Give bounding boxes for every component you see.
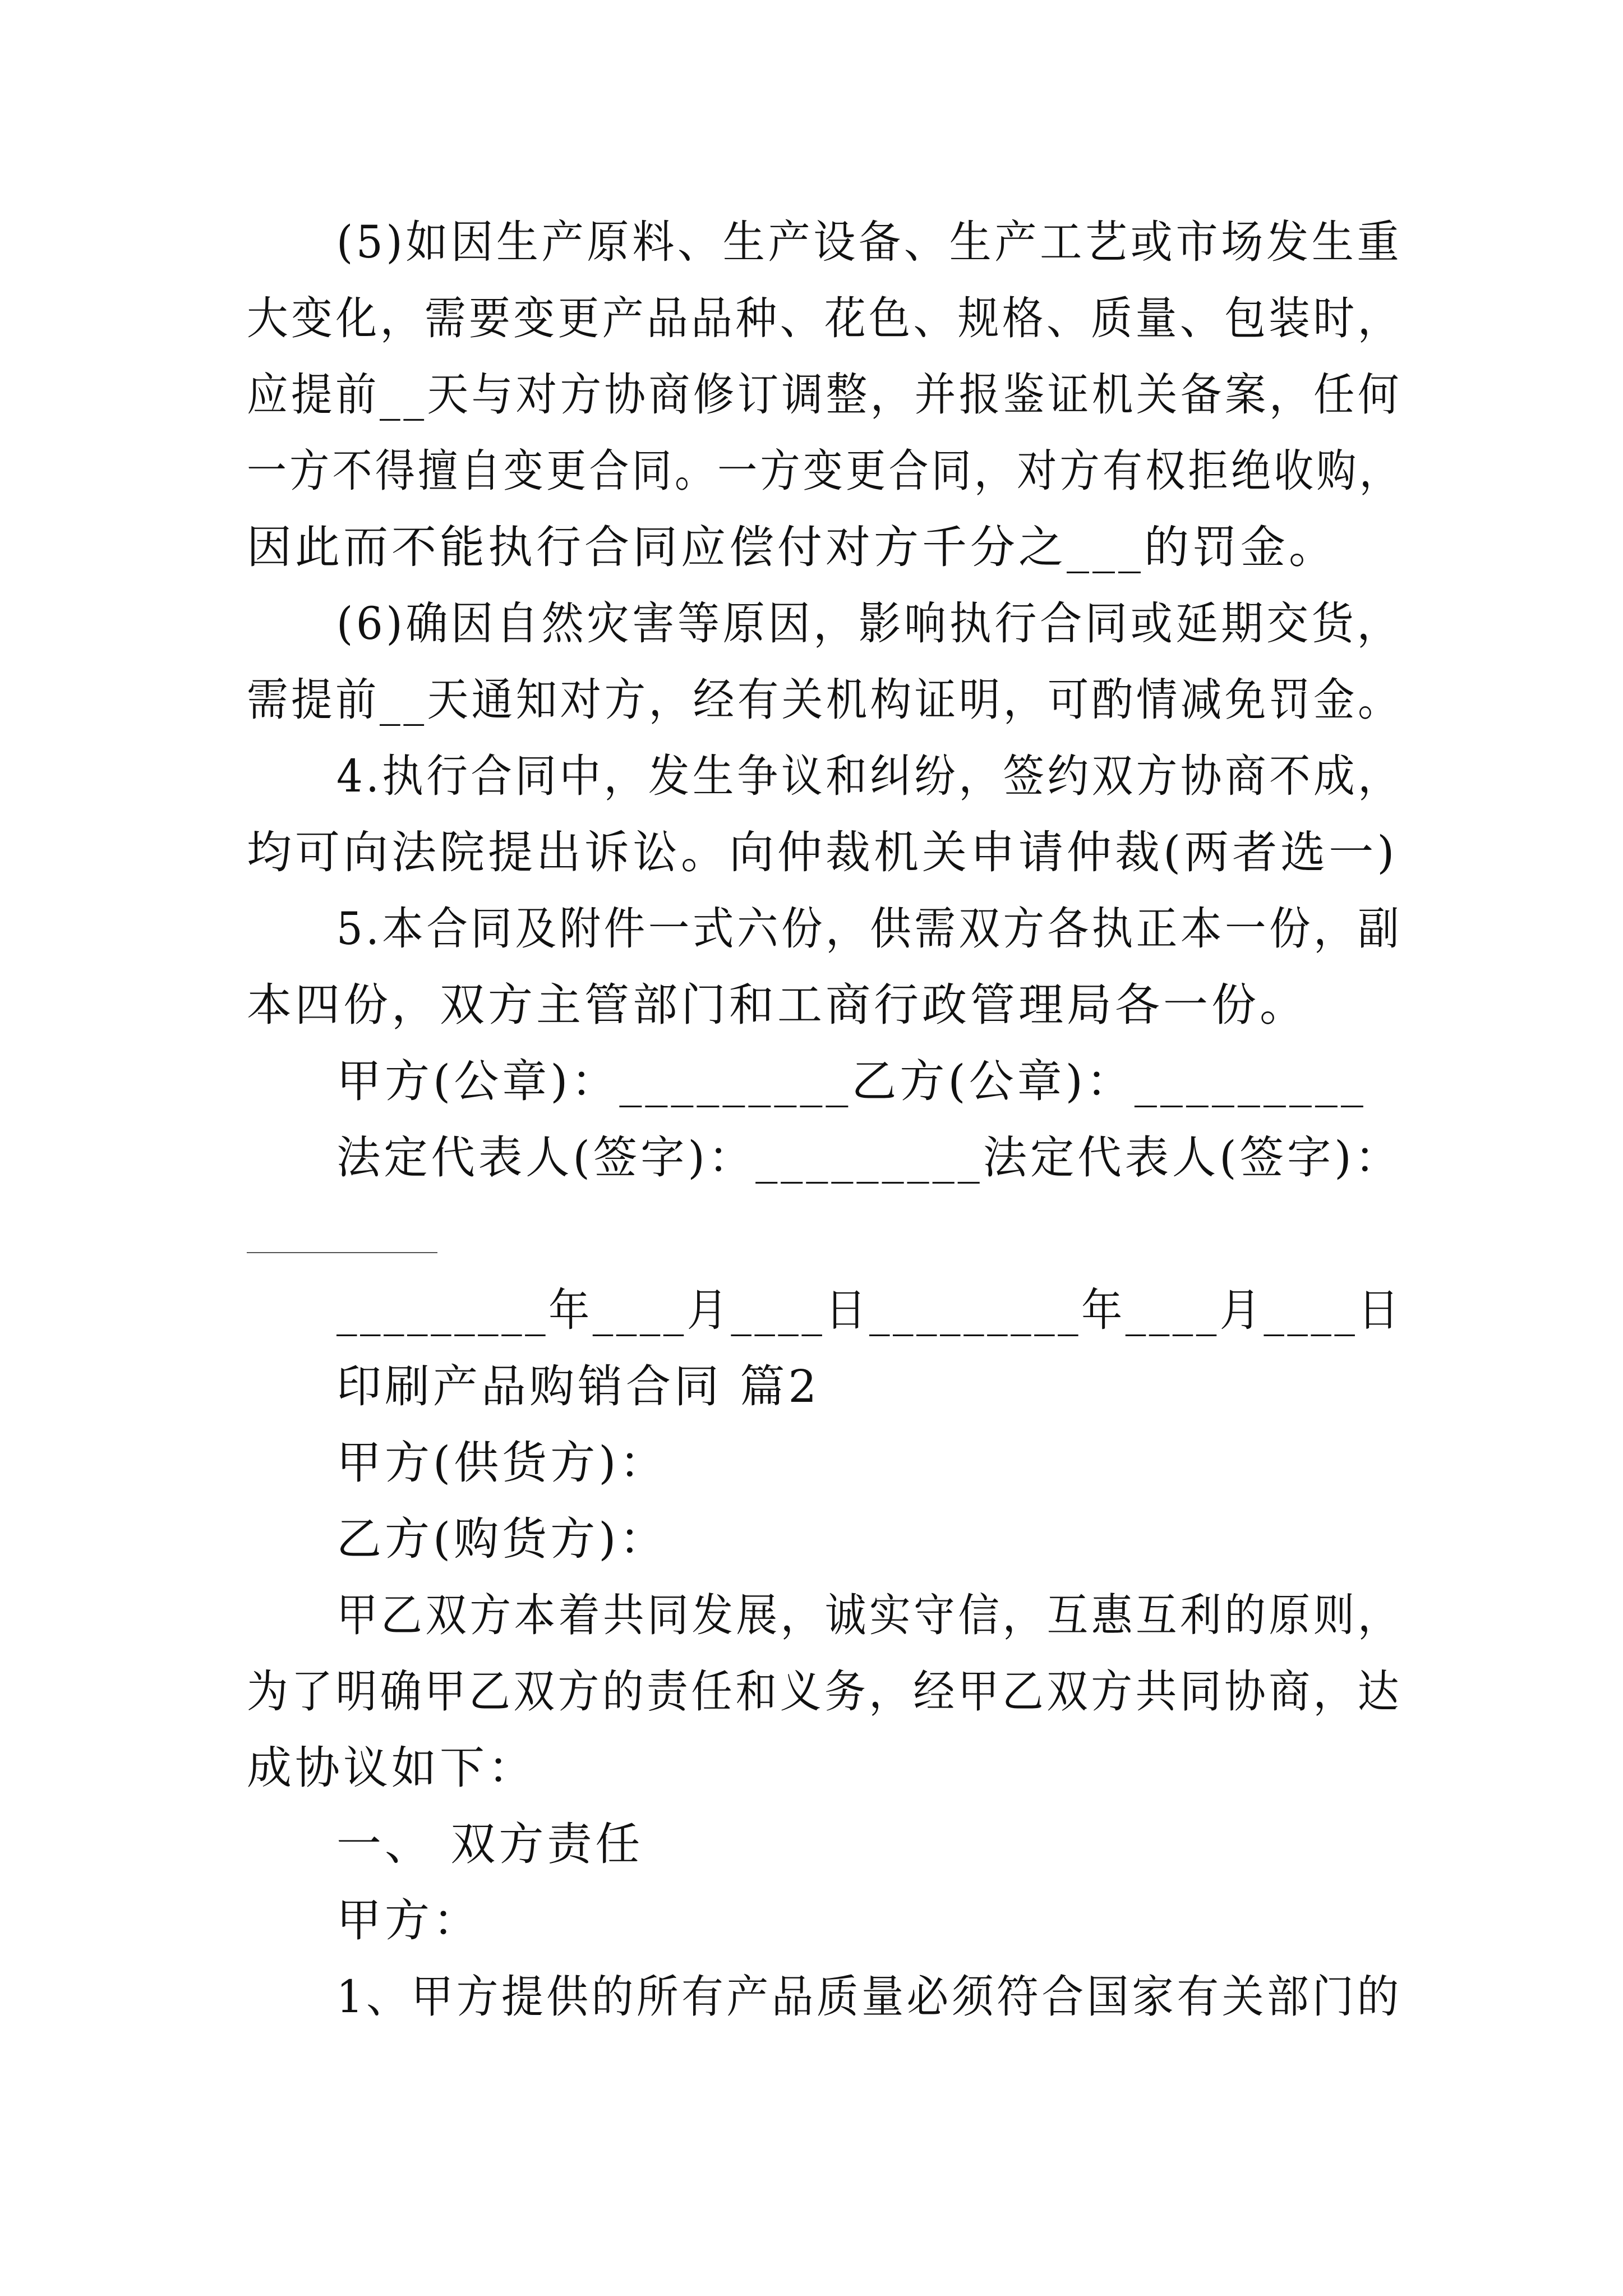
paragraph-line: (5)如因生产原料、生产设备、生产工艺或市场发生重 xyxy=(336,216,1403,268)
paragraph-line: 5.本合同及附件一式六份，供需双方各执正本一份，副 xyxy=(336,903,1403,955)
paragraph-line: 4.执行合同中，发生争议和纠纷，签约双方协商不成， xyxy=(336,750,1403,802)
paragraph-line: 因此而不能执行合同应偿付对方千分之___的罚金。 xyxy=(247,521,1337,573)
party-a-heading: 甲方： xyxy=(336,1894,481,1947)
paragraph-line: 需提前__天通知对方，经有关机构证明，可酌情减免罚金。 xyxy=(247,674,1402,726)
date-line: _________年____月____日_________年____月____日 xyxy=(336,1284,1402,1336)
paragraph-line: 均可向法院提出诉讼。向仲裁机关申请仲裁(两者选一) xyxy=(247,826,1398,878)
heading-responsibilities: 一、 双方责任 xyxy=(336,1818,644,1870)
paragraph-line: 应提前__天与对方协商修订调整，并报鉴证机关备案，任何 xyxy=(247,369,1402,421)
paragraph-line: 大变化，需要变更产品品种、花色、规格、质量、包装时， xyxy=(247,292,1402,344)
signature-blank-rule xyxy=(247,1252,437,1253)
paragraph-line: 1、甲方提供的所有产品质量必须符合国家有关部门的 xyxy=(336,1971,1402,2023)
party-a-label: 甲方(供货方)： xyxy=(336,1437,668,1489)
paragraph-line: 本四份，双方主管部门和工商行政管理局各一份。 xyxy=(247,979,1308,1031)
paragraph-line: 一方不得擅自变更合同。一方变更合同，对方有权拒绝收购， xyxy=(247,445,1402,497)
paragraph-line: (6)确因自然灾害等原因，影响执行合同或延期交货， xyxy=(336,597,1403,650)
party-b-label: 乙方(购货方)： xyxy=(336,1513,668,1565)
section-title: 印刷产品购销合同 篇2 xyxy=(336,1360,820,1412)
paragraph-line: 甲乙双方本着共同发展，诚实守信，互惠互利的原则， xyxy=(336,1589,1402,1641)
paragraph-line: 成协议如下： xyxy=(247,1742,536,1794)
signature-line: 法定代表人(签字)：_________法定代表人(签字)： xyxy=(336,1131,1402,1184)
paragraph-line: 为了明确甲乙双方的责任和义务，经甲乙双方共同协商，达 xyxy=(247,1665,1402,1718)
seal-line: 甲方(公章)：_________乙方(公章)：_________ xyxy=(336,1055,1367,1107)
